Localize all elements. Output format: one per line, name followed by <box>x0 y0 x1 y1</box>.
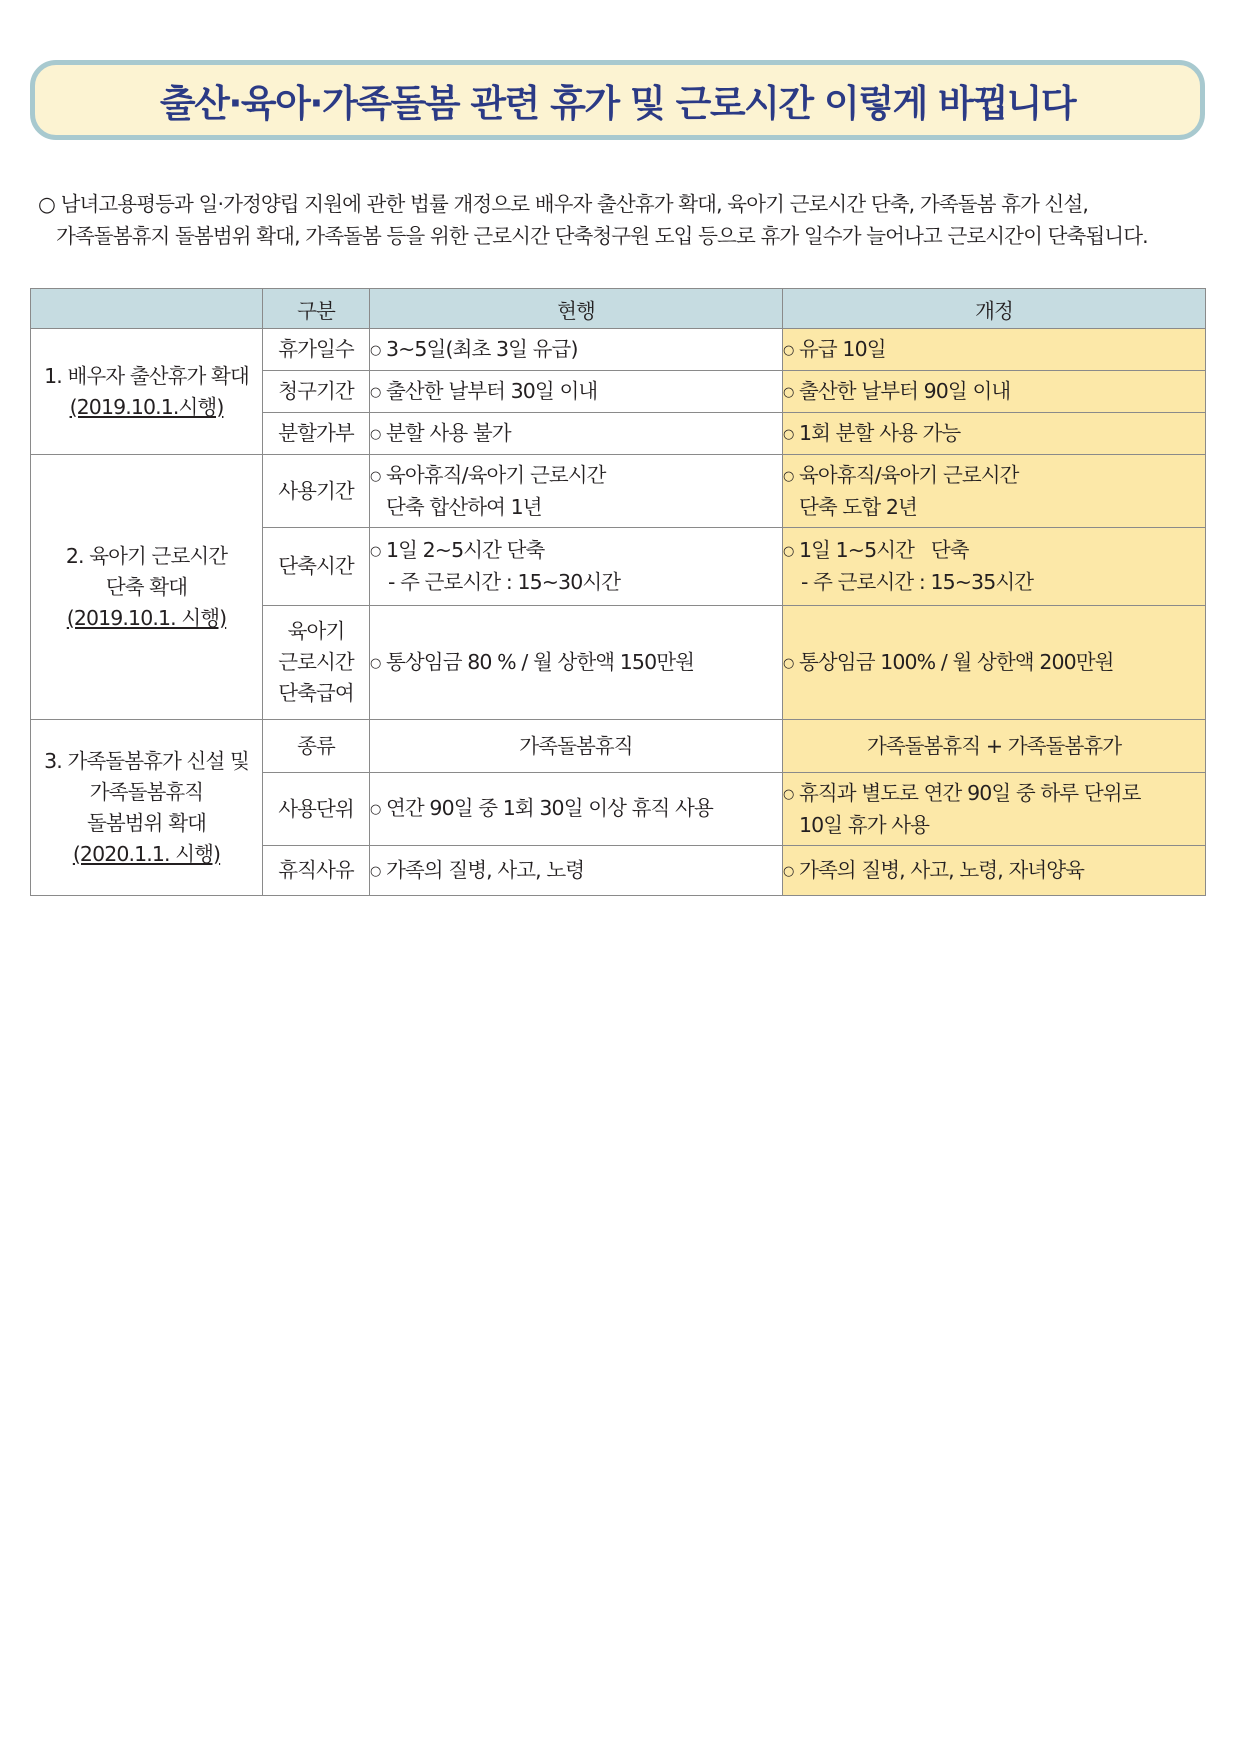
section-title-line: 가족돌봄휴직 <box>89 779 204 804</box>
revised-cell <box>783 773 1206 846</box>
bullet-icon: ○ <box>370 468 381 484</box>
current-text: 통상임금 80 % / 월 상한액 150만원 <box>386 649 695 674</box>
header-current: 현행 <box>370 289 783 329</box>
page-title: 출산·육아·가족돌봄 관련 휴가 및 근로시간 이렇게 바뀝니다 <box>159 82 1076 125</box>
current-text: 연간 90일 중 1회 30일 이상 휴직 사용 <box>386 796 713 820</box>
diagonal-header-cell <box>31 289 263 329</box>
current-text: 육아휴직/육아기 근로시간 <box>386 462 606 487</box>
row-label: 휴가일수 <box>263 329 370 371</box>
bullet-icon: ○ <box>370 544 381 559</box>
table-row <box>31 455 1206 528</box>
current-cell <box>370 413 783 455</box>
current-text: 가족의 질병, 사고, 노령 <box>386 857 585 882</box>
revised-text: 1일 1~5시간 단축 <box>799 538 969 562</box>
section-title-line: 단축 확대 <box>105 574 188 599</box>
row-label: 단축시간 <box>263 528 370 606</box>
revised-text: 단축 도합 2년 <box>799 494 917 519</box>
row-label-line: 육아기 <box>287 619 345 643</box>
bullet-icon: ○ <box>370 802 381 817</box>
section-effective-date: (2019.10.1.시행) <box>69 394 224 419</box>
revised-cell <box>783 528 1206 606</box>
revised-text: 출산한 날부터 90일 이내 <box>799 378 1011 403</box>
bullet-icon: ○ <box>783 655 794 671</box>
current-cell <box>370 606 783 720</box>
intro-line-1 <box>38 188 1208 220</box>
section-3-title-cell <box>31 720 263 896</box>
bullet-icon: ○ <box>783 384 794 400</box>
bullet-icon: ○ <box>370 655 381 671</box>
header-category: 구분 <box>263 289 370 329</box>
row-label: 사용단위 <box>263 773 370 846</box>
comparison-table <box>30 288 1206 896</box>
revised-cell <box>783 413 1206 455</box>
bullet-icon: ○ <box>370 863 381 879</box>
revised-text: 10일 휴가 사용 <box>799 812 930 837</box>
bullet-icon: ○ <box>783 786 794 802</box>
table-row <box>31 720 1206 773</box>
current-text: - 주 근로시간 : 15~30시간 <box>388 570 621 594</box>
current-text: 1일 2~5시간 단축 <box>386 538 545 562</box>
row-label: 청구기간 <box>263 371 370 413</box>
bullet-icon: ○ <box>370 426 381 442</box>
intro-paragraph <box>38 188 1208 252</box>
intro-text-1: 남녀고용평등과 일·가정양립 지원에 관한 법률 개정으로 배우자 출산휴가 확대, 육아기 근로시간 단축, 가족돌봄 휴가 신설, <box>60 192 1088 216</box>
current-cell <box>370 528 783 606</box>
intro-text-2: 가족돌봄휴지 돌봄범위 확대, 가족돌봄 등을 위한 근로시간 단축청구원 도입 등으로 휴가 일수가 늘어나고 근로시간이 단축됩니다. <box>56 224 1148 248</box>
section-title-line: 돌봄범위 확대 <box>86 810 207 835</box>
revised-text: 육아휴직/육아기 근로시간 <box>799 462 1019 487</box>
row-label: 종류 <box>263 720 370 773</box>
revised-cell <box>783 371 1206 413</box>
current-text: 분할 사용 불가 <box>386 420 511 445</box>
bullet-icon: ○ <box>38 192 55 216</box>
revised-cell: 가족돌봄휴직 + 가족돌봄휴가 <box>783 720 1206 773</box>
revised-text: 휴직과 별도로 연간 90일 중 하루 단위로 <box>799 780 1141 805</box>
current-text: 단축 합산하여 1년 <box>386 494 542 519</box>
bullet-icon: ○ <box>783 426 794 442</box>
current-cell <box>370 773 783 846</box>
current-text: 3~5일(최초 3일 유급) <box>386 336 578 361</box>
table-header-row <box>31 289 1206 329</box>
header-revised: 개정 <box>783 289 1206 329</box>
revised-cell <box>783 455 1206 528</box>
row-label: 분할가부 <box>263 413 370 455</box>
current-cell <box>370 846 783 896</box>
row-label: 휴직사유 <box>263 846 370 896</box>
section-1-title-cell <box>31 329 263 455</box>
section-2-title-cell <box>31 455 263 720</box>
row-label: 사용기간 <box>263 455 370 528</box>
row-label-line: 단축급여 <box>278 681 354 705</box>
revised-cell <box>783 606 1206 720</box>
current-text: 출산한 날부터 30일 이내 <box>386 378 598 403</box>
current-cell <box>370 329 783 371</box>
title-banner <box>30 60 1205 140</box>
row-label-line: 근로시간 <box>278 650 354 674</box>
bullet-icon: ○ <box>370 342 381 358</box>
table-row <box>31 329 1206 371</box>
revised-text: 1회 분할 사용 가능 <box>799 420 961 445</box>
section-effective-date: (2020.1.1. 시행) <box>72 841 221 866</box>
current-cell <box>370 455 783 528</box>
revised-text: - 주 근로시간 : 15~35시간 <box>801 570 1034 594</box>
bullet-icon: ○ <box>783 468 794 484</box>
bullet-icon: ○ <box>783 863 794 879</box>
current-cell: 가족돌봄휴직 <box>370 720 783 773</box>
revised-text: 유급 10일 <box>799 336 886 361</box>
bullet-icon: ○ <box>783 342 794 358</box>
revised-cell <box>783 846 1206 896</box>
bullet-icon: ○ <box>370 384 381 400</box>
bullet-icon: ○ <box>783 544 794 559</box>
row-label <box>263 606 370 720</box>
revised-text: 통상임금 100% / 월 상한액 200만원 <box>799 649 1114 674</box>
section-title-line: 3. 가족돌봄휴가 신설 및 <box>44 748 249 773</box>
current-cell <box>370 371 783 413</box>
revised-text: 가족의 질병, 사고, 노령, 자녀양육 <box>799 857 1085 882</box>
section-title-line: 2. 육아기 근로시간 <box>65 543 228 568</box>
revised-cell <box>783 329 1206 371</box>
section-effective-date: (2019.10.1. 시행) <box>66 605 227 630</box>
section-title: 1. 배우자 출산휴가 확대 <box>44 363 249 388</box>
